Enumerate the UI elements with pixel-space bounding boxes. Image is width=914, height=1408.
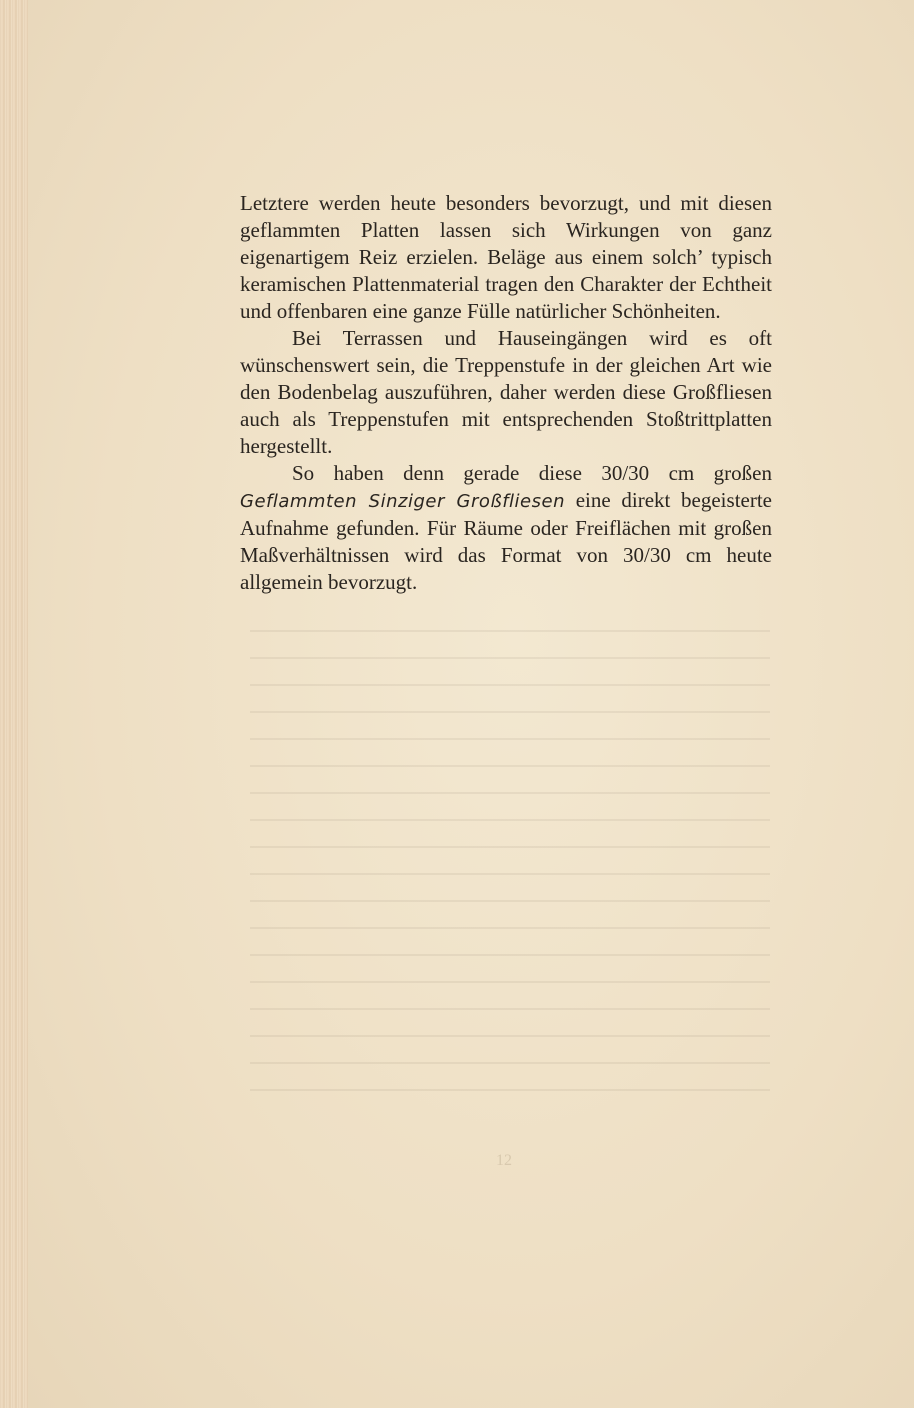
page-edge-stack [0, 0, 29, 1408]
paragraph-3-text-before: So haben denn gerade diese 30/30 cm großen [292, 461, 772, 485]
show-through-text [250, 630, 770, 1110]
paragraph-1 [240, 190, 772, 325]
page-number: 12 [496, 1152, 512, 1169]
paragraph-2-text: Bei Terrassen und Hauseingängen wird es oft wünschenswert sein, die Treppenstufe in der gleichen Art wie den Bodenbelag auszuführen, daher werden diese Großfliesen auch als Treppenstufen mit entsprechenden Stoßtrittplatten hergestellt. [240, 326, 772, 458]
paragraph-3-text-after: eine direkt begeisterte Aufnahme gefunden. Für Räume oder Freiflächen mit großen Maßverhältnissen wird das Format von 30/30 cm heute allgemein bevorzugt. [240, 488, 772, 594]
brand-name: Geflammten Sinziger Großfliesen [240, 491, 565, 512]
paragraph-1-text: Letztere werden heute besonders bevorzugt, und mit diesen geflammten Platten lassen sich Wirkungen von ganz eigenartigem Reiz erzielen. Beläge aus einem solch’ typisch keramischen Plattenmaterial tragen den Charakter der Echtheit und offenbaren eine ganze Fülle natürlicher Schönheiten. [240, 191, 772, 323]
paragraph-3 [240, 460, 772, 596]
paragraph-2 [240, 325, 772, 460]
body-text [240, 190, 772, 596]
